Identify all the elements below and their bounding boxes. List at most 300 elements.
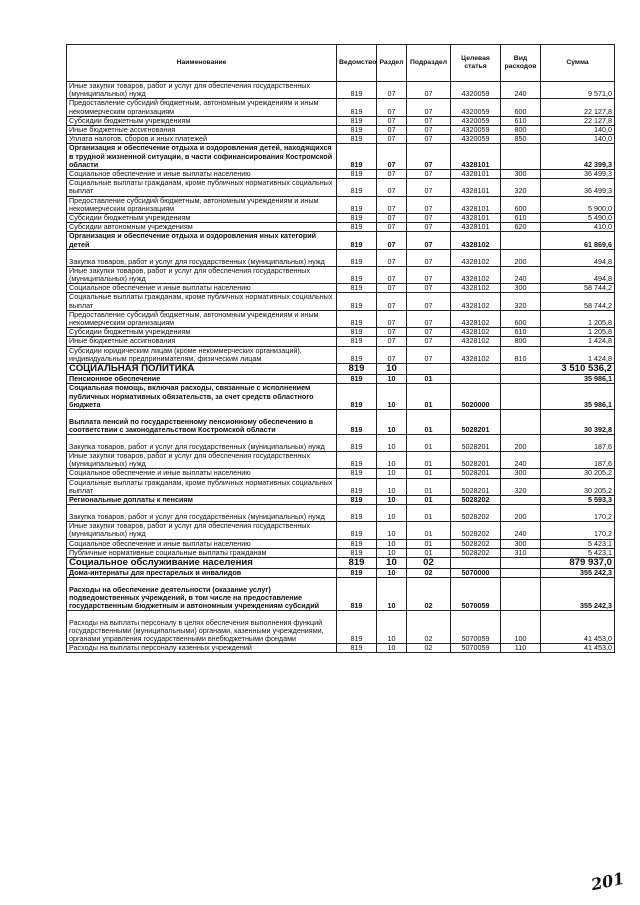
row-section: 07: [377, 179, 407, 196]
table-body: [67, 82, 615, 653]
row-target-article: 4328101: [451, 223, 501, 232]
row-subsection: 02: [407, 578, 451, 611]
row-name: Дома-интернаты для престарелых и инвалидов: [67, 568, 337, 577]
row-amount: 879 937,0: [541, 557, 615, 568]
table-row: [67, 578, 615, 611]
table-row: [67, 293, 615, 310]
row-name: Региональные доплаты к пенсиям: [67, 495, 337, 504]
row-department: 819: [337, 99, 377, 116]
table-row: [67, 611, 615, 644]
row-target-article: [451, 375, 501, 384]
row-section: 07: [377, 82, 407, 99]
row-subsection: 07: [407, 179, 451, 196]
row-target-article: 4328102: [451, 249, 501, 266]
row-section: 10: [377, 522, 407, 539]
row-target-article: 5070000: [451, 568, 501, 577]
row-name: Предоставление субсидий бюджетным, автономным учреждениям и иным некоммерческим организациям: [67, 99, 337, 116]
row-section: 10: [377, 539, 407, 548]
row-amount: 494,8: [541, 266, 615, 283]
row-amount: 42 399,3: [541, 144, 615, 170]
row-target-article: 4328101: [451, 214, 501, 223]
row-expense-type: [501, 364, 541, 375]
row-name: Закупка товаров, работ и услуг для государственных (муниципальных) нужд: [67, 434, 337, 451]
row-amount: 35 986,1: [541, 375, 615, 384]
row-amount: 9 571,0: [541, 82, 615, 99]
row-target-article: 5020000: [451, 384, 501, 410]
row-name: Социальное обеспечение и иные выплаты населению: [67, 284, 337, 293]
row-name: Иные бюджетные ассигнования: [67, 126, 337, 135]
row-department: 819: [337, 170, 377, 179]
row-department: 819: [337, 568, 377, 577]
row-subsection: 07: [407, 223, 451, 232]
row-name: Субсидии автономным учреждениям: [67, 223, 337, 232]
row-section: 10: [377, 557, 407, 568]
row-amount: 30 392,8: [541, 409, 615, 434]
row-subsection: 01: [407, 384, 451, 410]
row-target-article: 5028201: [451, 451, 501, 468]
table-row: [67, 478, 615, 495]
row-expense-type: 610: [501, 116, 541, 125]
row-department: 819: [337, 409, 377, 434]
table-row: [67, 249, 615, 266]
row-expense-type: [501, 578, 541, 611]
row-amount: 5 900,0: [541, 196, 615, 213]
row-department: 819: [337, 469, 377, 478]
row-name: Социальные выплаты гражданам, кроме публичных нормативных социальных выплат: [67, 293, 337, 310]
row-expense-type: [501, 232, 541, 249]
page-number: 201: [588, 868, 626, 895]
table-row: [67, 539, 615, 548]
row-name: Расходы на выплаты персоналу в целях обеспечения выполнения функций государственными (муниципальными) органами, казенными учреждениями, органами управления государственными внебюджетными фондами: [67, 611, 337, 644]
row-target-article: 4320059: [451, 135, 501, 144]
row-section: 07: [377, 144, 407, 170]
row-amount: 1 424,8: [541, 337, 615, 346]
row-amount: 36 499,3: [541, 179, 615, 196]
row-amount: 1 424,8: [541, 346, 615, 363]
row-subsection: 07: [407, 116, 451, 125]
row-name: Организация и обеспечение отдыха и оздоровления иных категорий детей: [67, 232, 337, 249]
row-subsection: 01: [407, 505, 451, 522]
row-department: 819: [337, 505, 377, 522]
row-department: 819: [337, 196, 377, 213]
row-section: 10: [377, 578, 407, 611]
row-expense-type: 310: [501, 548, 541, 557]
row-section: 10: [377, 384, 407, 410]
row-expense-type: 320: [501, 478, 541, 495]
row-department: 819: [337, 135, 377, 144]
row-department: 819: [337, 346, 377, 363]
table-row: [67, 557, 615, 568]
row-name: Иные закупки товаров, работ и услуг для обеспечения государственных (муниципальных) нужд: [67, 82, 337, 99]
row-amount: 187,6: [541, 434, 615, 451]
row-section: 10: [377, 644, 407, 653]
row-department: 819: [337, 328, 377, 337]
row-department: 819: [337, 364, 377, 375]
row-section: 07: [377, 232, 407, 249]
row-subsection: 07: [407, 170, 451, 179]
row-amount: 22 127,8: [541, 116, 615, 125]
row-section: 07: [377, 249, 407, 266]
row-subsection: 07: [407, 337, 451, 346]
row-amount: 22 127,8: [541, 99, 615, 116]
row-target-article: [451, 364, 501, 375]
row-expense-type: [501, 557, 541, 568]
row-subsection: 01: [407, 434, 451, 451]
row-section: 10: [377, 611, 407, 644]
row-amount: 3 510 536,2: [541, 364, 615, 375]
row-department: 819: [337, 384, 377, 410]
row-target-article: 4328101: [451, 196, 501, 213]
table-header-row: [67, 45, 615, 82]
row-subsection: 07: [407, 266, 451, 283]
row-expense-type: 320: [501, 179, 541, 196]
row-subsection: 01: [407, 522, 451, 539]
row-amount: 410,0: [541, 223, 615, 232]
table-row: [67, 495, 615, 504]
row-subsection: 02: [407, 557, 451, 568]
row-target-article: 4328102: [451, 328, 501, 337]
row-department: 819: [337, 266, 377, 283]
row-target-article: 4320059: [451, 126, 501, 135]
row-subsection: 02: [407, 644, 451, 653]
row-target-article: 4328102: [451, 232, 501, 249]
row-name: Пенсионное обеспечение: [67, 375, 337, 384]
row-name: Социальное обслуживание населения: [67, 557, 337, 568]
row-subsection: 01: [407, 451, 451, 468]
row-name: СОЦИАЛЬНАЯ ПОЛИТИКА: [67, 364, 337, 375]
row-name: Расходы на обеспечение деятельности (оказание услуг) подведомственных учреждений, в том числе на предоставление государственным бюджетным и автономным учреждениям субсидий: [67, 578, 337, 611]
row-name: Иные бюджетные ассигнования: [67, 337, 337, 346]
row-department: 819: [337, 284, 377, 293]
row-expense-type: 110: [501, 644, 541, 653]
row-expense-type: 200: [501, 249, 541, 266]
row-expense-type: 810: [501, 346, 541, 363]
header-amount: Сумма: [541, 45, 615, 82]
row-target-article: 5028201: [451, 434, 501, 451]
row-section: 10: [377, 548, 407, 557]
row-subsection: 07: [407, 293, 451, 310]
row-expense-type: [501, 495, 541, 504]
row-target-article: 4328102: [451, 346, 501, 363]
row-section: 07: [377, 170, 407, 179]
row-amount: 170,2: [541, 505, 615, 522]
row-target-article: 5028202: [451, 548, 501, 557]
row-amount: 5 490,0: [541, 214, 615, 223]
row-subsection: 07: [407, 284, 451, 293]
row-section: 07: [377, 293, 407, 310]
row-amount: 5 423,1: [541, 539, 615, 548]
row-name: Иные закупки товаров, работ и услуг для обеспечения государственных (муниципальных) нужд: [67, 451, 337, 468]
table-row: [67, 522, 615, 539]
row-expense-type: 850: [501, 135, 541, 144]
row-target-article: 4328101: [451, 179, 501, 196]
row-department: 819: [337, 375, 377, 384]
row-section: 07: [377, 126, 407, 135]
row-name: Иные закупки товаров, работ и услуг для обеспечения государственных (муниципальных) нужд: [67, 522, 337, 539]
row-amount: 140,0: [541, 135, 615, 144]
row-department: 819: [337, 232, 377, 249]
row-name: Предоставление субсидий бюджетным, автономным учреждениям и иным некоммерческим организациям: [67, 310, 337, 327]
table-row: [67, 409, 615, 434]
table-row: [67, 179, 615, 196]
row-expense-type: [501, 384, 541, 410]
row-name: Социальная помощь, включая расходы, связанные с исполнением публичных нормативных обязательств, за счет средств областного бюджета: [67, 384, 337, 410]
row-expense-type: 200: [501, 505, 541, 522]
row-subsection: 01: [407, 548, 451, 557]
row-section: 10: [377, 478, 407, 495]
table-row: [67, 266, 615, 283]
table-row: [67, 232, 615, 249]
row-subsection: 07: [407, 82, 451, 99]
header-expense-type: Вид расходов: [501, 45, 541, 82]
row-section: 10: [377, 451, 407, 468]
row-section: 07: [377, 99, 407, 116]
row-name: Уплата налогов, сборов и иных платежей: [67, 135, 337, 144]
row-amount: 170,2: [541, 522, 615, 539]
row-amount: 1 205,8: [541, 310, 615, 327]
row-section: 10: [377, 364, 407, 375]
row-department: 819: [337, 478, 377, 495]
row-name: Субсидии бюджетным учреждениям: [67, 328, 337, 337]
row-target-article: 4328102: [451, 310, 501, 327]
row-section: 07: [377, 196, 407, 213]
row-target-article: 5028201: [451, 409, 501, 434]
row-section: 10: [377, 568, 407, 577]
row-department: 819: [337, 495, 377, 504]
row-subsection: 07: [407, 126, 451, 135]
row-name: Иные закупки товаров, работ и услуг для обеспечения государственных (муниципальных) нужд: [67, 266, 337, 283]
row-amount: 5 423,1: [541, 548, 615, 557]
row-department: 819: [337, 144, 377, 170]
row-target-article: 5028202: [451, 539, 501, 548]
row-name: Публичные нормативные социальные выплаты гражданам: [67, 548, 337, 557]
row-expense-type: 300: [501, 469, 541, 478]
row-subsection: 01: [407, 539, 451, 548]
row-target-article: 5028202: [451, 522, 501, 539]
row-amount: 355 242,3: [541, 568, 615, 577]
row-target-article: 5028202: [451, 505, 501, 522]
row-subsection: 01: [407, 375, 451, 384]
row-subsection: 07: [407, 328, 451, 337]
row-expense-type: 300: [501, 539, 541, 548]
row-department: 819: [337, 249, 377, 266]
row-target-article: 4328102: [451, 266, 501, 283]
table-row: [67, 505, 615, 522]
row-target-article: 4328102: [451, 337, 501, 346]
row-name: Закупка товаров, работ и услуг для государственных (муниципальных) нужд: [67, 505, 337, 522]
row-subsection: 07: [407, 214, 451, 223]
header-department: Ведомство: [337, 45, 377, 82]
row-target-article: 4320059: [451, 99, 501, 116]
row-expense-type: 600: [501, 310, 541, 327]
row-amount: 41 453,0: [541, 644, 615, 653]
budget-table: [66, 44, 615, 653]
row-department: 819: [337, 434, 377, 451]
row-section: 07: [377, 337, 407, 346]
row-expense-type: [501, 409, 541, 434]
row-expense-type: 800: [501, 337, 541, 346]
row-target-article: 4328102: [451, 293, 501, 310]
table-row: [67, 82, 615, 99]
row-subsection: 07: [407, 232, 451, 249]
row-name: Социальные выплаты гражданам, кроме публичных нормативных социальных выплат: [67, 179, 337, 196]
row-subsection: 07: [407, 196, 451, 213]
row-department: 819: [337, 539, 377, 548]
row-target-article: 5070059: [451, 611, 501, 644]
row-expense-type: 600: [501, 196, 541, 213]
row-subsection: 07: [407, 144, 451, 170]
header-section: Раздел: [377, 45, 407, 82]
row-name: Выплата пенсий по государственному пенсионному обеспечению в соответствии с законодательством Костромской области: [67, 409, 337, 434]
row-amount: 30 205,2: [541, 478, 615, 495]
row-name: Расходы на выплаты персоналу казенных учреждений: [67, 644, 337, 653]
row-amount: 355 242,3: [541, 578, 615, 611]
table-row: [67, 99, 615, 116]
row-expense-type: [501, 144, 541, 170]
row-expense-type: 240: [501, 266, 541, 283]
row-section: 10: [377, 469, 407, 478]
row-department: 819: [337, 578, 377, 611]
row-amount: 494,8: [541, 249, 615, 266]
row-amount: 58 744,2: [541, 293, 615, 310]
header-name: Наименование: [67, 45, 337, 82]
row-department: 819: [337, 214, 377, 223]
row-expense-type: 300: [501, 284, 541, 293]
row-department: 819: [337, 557, 377, 568]
row-expense-type: 200: [501, 434, 541, 451]
row-subsection: 07: [407, 99, 451, 116]
row-amount: 1 205,8: [541, 328, 615, 337]
row-subsection: 07: [407, 135, 451, 144]
row-department: 819: [337, 451, 377, 468]
row-expense-type: 240: [501, 451, 541, 468]
row-section: 07: [377, 346, 407, 363]
row-name: Социальные выплаты гражданам, кроме публичных нормативных социальных выплат: [67, 478, 337, 495]
row-department: 819: [337, 548, 377, 557]
row-section: 07: [377, 310, 407, 327]
row-amount: 35 986,1: [541, 384, 615, 410]
row-name: Социальное обеспечение и иные выплаты населению: [67, 539, 337, 548]
row-target-article: [451, 557, 501, 568]
row-department: 819: [337, 611, 377, 644]
table-row: [67, 469, 615, 478]
row-expense-type: 300: [501, 170, 541, 179]
table-row: [67, 364, 615, 375]
row-section: 07: [377, 266, 407, 283]
row-name: Социальное обеспечение и иные выплаты населению: [67, 170, 337, 179]
row-subsection: 07: [407, 249, 451, 266]
table-row: [67, 337, 615, 346]
row-subsection: 07: [407, 310, 451, 327]
document-page: [66, 44, 614, 653]
row-section: 07: [377, 214, 407, 223]
row-subsection: 02: [407, 611, 451, 644]
row-department: 819: [337, 223, 377, 232]
row-department: 819: [337, 337, 377, 346]
row-department: 819: [337, 310, 377, 327]
row-name: Субсидии бюджетным учреждениям: [67, 214, 337, 223]
row-section: 10: [377, 409, 407, 434]
row-subsection: 01: [407, 409, 451, 434]
table-row: [67, 434, 615, 451]
row-department: 819: [337, 82, 377, 99]
row-expense-type: [501, 375, 541, 384]
row-subsection: 02: [407, 568, 451, 577]
row-name: Субсидии юридическим лицам (кроме некоммерческих организаций), индивидуальным предпринимателям, физическим лицам: [67, 346, 337, 363]
row-section: 07: [377, 284, 407, 293]
table-row: [67, 568, 615, 577]
row-target-article: 4328102: [451, 284, 501, 293]
row-target-article: 4320059: [451, 82, 501, 99]
row-name: Предоставление субсидий бюджетным, автономным учреждениям и иным некоммерческим организациям: [67, 196, 337, 213]
row-amount: 187,6: [541, 451, 615, 468]
row-name: Социальное обеспечение и иные выплаты населению: [67, 469, 337, 478]
row-section: 07: [377, 116, 407, 125]
row-amount: 36 499,3: [541, 170, 615, 179]
row-amount: 41 453,0: [541, 611, 615, 644]
header-subsection: Подраздел: [407, 45, 451, 82]
row-expense-type: 620: [501, 223, 541, 232]
table-row: [67, 644, 615, 653]
row-expense-type: 240: [501, 82, 541, 99]
row-target-article: 5028201: [451, 469, 501, 478]
row-amount: 58 744,2: [541, 284, 615, 293]
row-expense-type: 800: [501, 126, 541, 135]
row-name: Субсидии бюджетным учреждениям: [67, 116, 337, 125]
row-target-article: 4328101: [451, 170, 501, 179]
row-target-article: 5070059: [451, 644, 501, 653]
row-subsection: 01: [407, 495, 451, 504]
row-name: Организация и обеспечение отдыха и оздоровления детей, находящихся в трудной жизненной ситуации, в части софинансирования Костромской области: [67, 144, 337, 170]
row-section: 07: [377, 223, 407, 232]
row-department: 819: [337, 116, 377, 125]
row-amount: 5 593,3: [541, 495, 615, 504]
row-name: Закупка товаров, работ и услуг для государственных (муниципальных) нужд: [67, 249, 337, 266]
row-amount: 140,0: [541, 126, 615, 135]
row-department: 819: [337, 644, 377, 653]
row-section: 10: [377, 495, 407, 504]
row-section: 10: [377, 505, 407, 522]
table-row: [67, 196, 615, 213]
header-target-article: Целевая статья: [451, 45, 501, 82]
row-department: 819: [337, 179, 377, 196]
row-subsection: [407, 364, 451, 375]
row-subsection: 07: [407, 346, 451, 363]
row-target-article: 5028202: [451, 495, 501, 504]
row-section: 07: [377, 328, 407, 337]
row-department: 819: [337, 293, 377, 310]
row-target-article: 4320059: [451, 116, 501, 125]
row-target-article: 4328101: [451, 144, 501, 170]
table-row: [67, 310, 615, 327]
row-expense-type: [501, 568, 541, 577]
row-expense-type: 100: [501, 611, 541, 644]
table-row: [67, 346, 615, 363]
row-expense-type: 600: [501, 99, 541, 116]
row-department: 819: [337, 126, 377, 135]
table-row: [67, 144, 615, 170]
row-subsection: 01: [407, 469, 451, 478]
row-target-article: 5028201: [451, 478, 501, 495]
row-section: 10: [377, 434, 407, 451]
row-amount: 61 869,6: [541, 232, 615, 249]
row-target-article: 5070059: [451, 578, 501, 611]
row-subsection: 01: [407, 478, 451, 495]
row-expense-type: 610: [501, 328, 541, 337]
row-expense-type: 610: [501, 214, 541, 223]
row-section: 10: [377, 375, 407, 384]
table-row: [67, 451, 615, 468]
